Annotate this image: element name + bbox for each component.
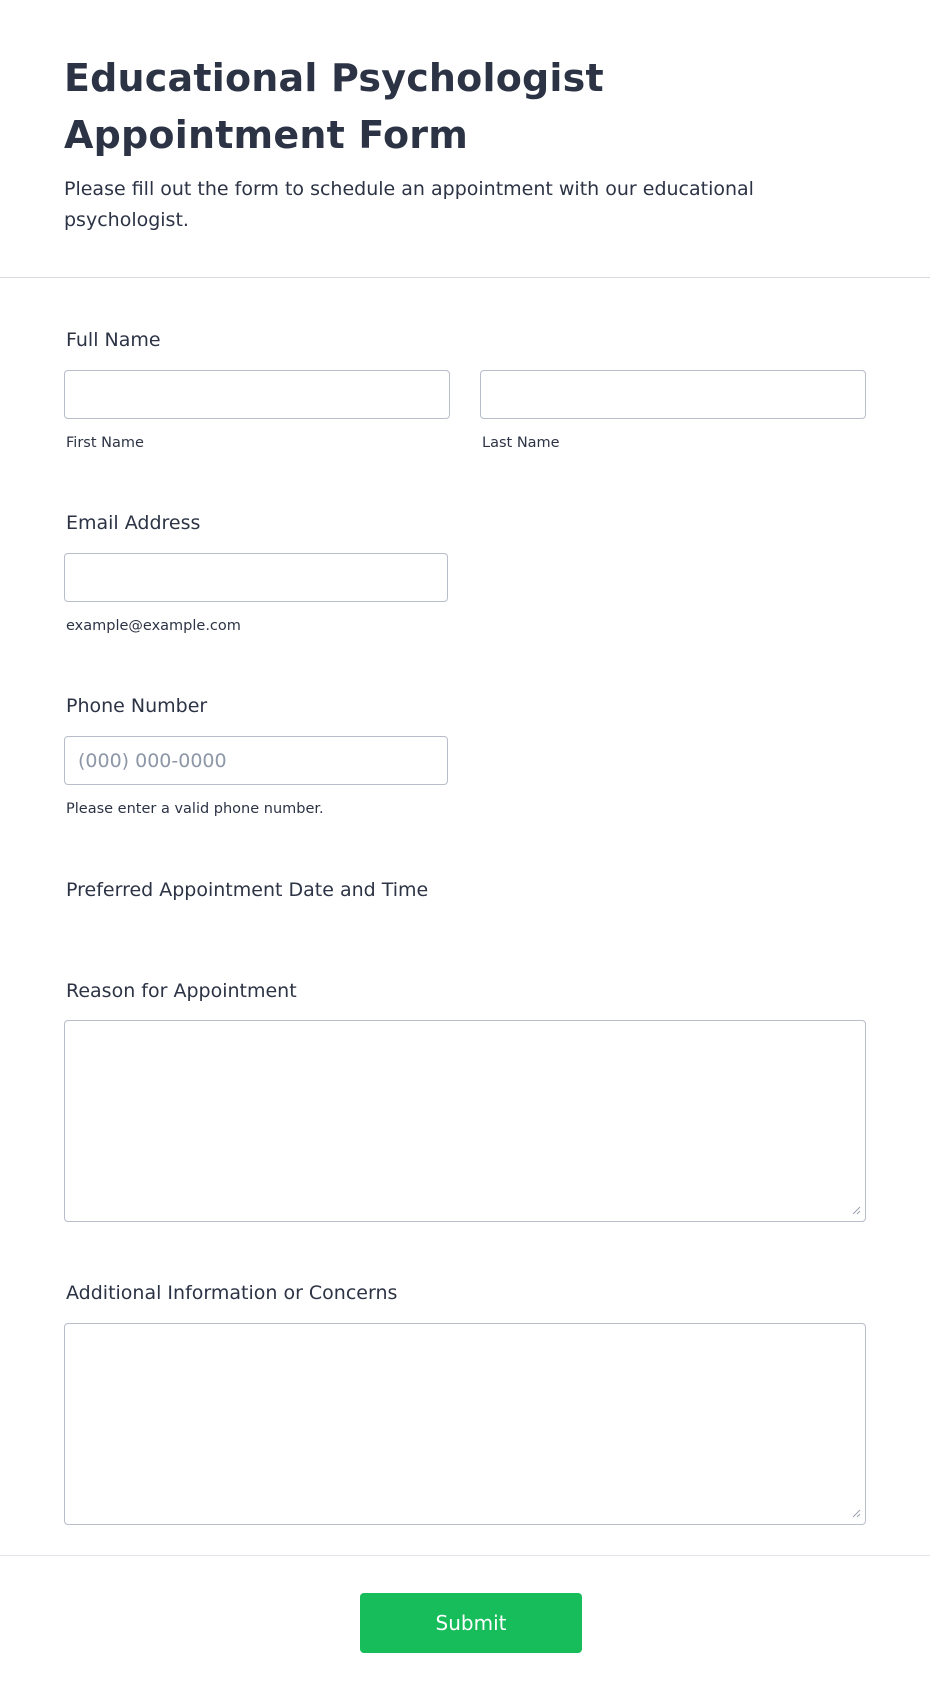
form-header <box>64 50 854 236</box>
first-name-sublabel: First Name <box>66 435 144 451</box>
phone-sublabel: Please enter a valid phone number. <box>66 801 324 817</box>
form-title: Educational Psychologist Appointment Form <box>64 56 604 157</box>
phone-input[interactable] <box>64 736 448 785</box>
additional-info-textarea[interactable] <box>64 1323 866 1525</box>
email-sublabel: example@example.com <box>66 618 241 634</box>
form-subtitle: Please fill out the form to schedule an appointment with our educational psychologist. <box>64 178 754 231</box>
email-label: Email Address <box>66 512 201 534</box>
phone-label: Phone Number <box>66 695 208 717</box>
additional-info-label: Additional Information or Concerns <box>66 1282 398 1304</box>
full-name-label: Full Name <box>66 329 161 351</box>
header-divider <box>0 277 930 278</box>
reason-textarea[interactable] <box>64 1020 866 1222</box>
footer-divider <box>0 1555 930 1556</box>
appointment-datetime-label: Preferred Appointment Date and Time <box>66 879 429 901</box>
resize-grip-icon[interactable] <box>851 1205 861 1215</box>
reason-label: Reason for Appointment <box>66 980 297 1002</box>
email-input[interactable] <box>64 553 448 602</box>
resize-grip-icon[interactable] <box>851 1508 861 1518</box>
first-name-input[interactable] <box>64 370 450 419</box>
last-name-input[interactable] <box>480 370 866 419</box>
submit-button[interactable]: Submit <box>360 1593 582 1653</box>
last-name-sublabel: Last Name <box>482 435 560 451</box>
